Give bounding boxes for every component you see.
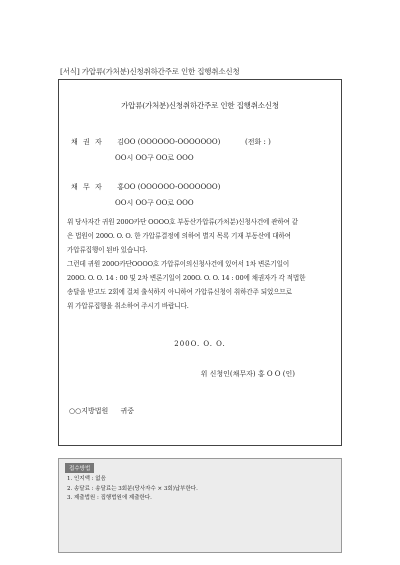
creditor-address: OO시 OO구 OO로 OOO bbox=[115, 154, 194, 162]
application-date: 200O. O. O. bbox=[174, 340, 226, 348]
application-form bbox=[58, 79, 342, 446]
notes-item: 1. 인지액 : 없음 bbox=[67, 476, 106, 482]
debtor-name: 홍OO (OOOOOO-OOOOOOO) bbox=[117, 183, 221, 191]
notes-tag: 접수방법 bbox=[65, 463, 94, 473]
body-line: 은 법원이 200O. O. O. 한 가압류결정에 의하여 별지 목록 기재 부동산에 대하여 bbox=[67, 232, 291, 240]
body-line: 위 당사자간 귀원 200O카단 OOOO호 부동산가압류(가처분)신청사건에 관하여 같 bbox=[67, 218, 299, 226]
creditor-name: 김OO (OOOOOO-OOOOOOO) bbox=[117, 138, 221, 146]
creditor-label: 채 권 자 bbox=[71, 138, 104, 146]
court-honorific: 귀중 bbox=[120, 407, 135, 415]
applicant-signature: 위 신청인(채무자) 홍 O O (인) bbox=[200, 370, 295, 378]
body-line: 가압류집행이 된바 있습니다. bbox=[67, 246, 148, 254]
court-addressee bbox=[69, 406, 144, 416]
creditor-row bbox=[71, 137, 220, 147]
creditor-phone: (전화 : ) bbox=[245, 138, 271, 146]
body-line: 200O. O. O. 14 : 00 및 2차 변론기일이 200O. O. O. 14 : 00에 채권자가 각 적법한 bbox=[67, 274, 306, 282]
debtor-row bbox=[71, 182, 220, 192]
form-title: 가압류(가처분)신청취하간주로 인한 집행취소신청 bbox=[121, 101, 279, 110]
body-line: 송달을 받고도 2회에 걸쳐 출석하지 아니하여 가압류신청이 취하간주 되었으므로 bbox=[67, 288, 292, 296]
notes-list bbox=[67, 475, 198, 504]
court-name: ○○지방법원 bbox=[69, 407, 109, 415]
notes-item: 3. 제출법원 : 집행법원에 제출한다. bbox=[67, 495, 152, 501]
debtor-label: 채 무 자 bbox=[71, 183, 104, 191]
notes-item: 2. 송달료 : 송달료는 3회분(당사자수 × 3회)납부한다. bbox=[67, 485, 198, 492]
body-text bbox=[67, 215, 333, 313]
body-line: 그런데 귀원 200O카단OOOO호 가압류이의신청사건에 있어서 1차 변론기일이 bbox=[67, 260, 290, 268]
filing-notes bbox=[58, 458, 342, 553]
form-caption: [서식] 가압류(가처분)신청취하간주로 인한 집행취소신청 bbox=[60, 67, 240, 76]
debtor-address: OO시 OO구 OO로 OOO bbox=[115, 199, 194, 207]
body-line: 위 가압류집행을 취소하여 주시기 바랍니다. bbox=[67, 302, 189, 310]
